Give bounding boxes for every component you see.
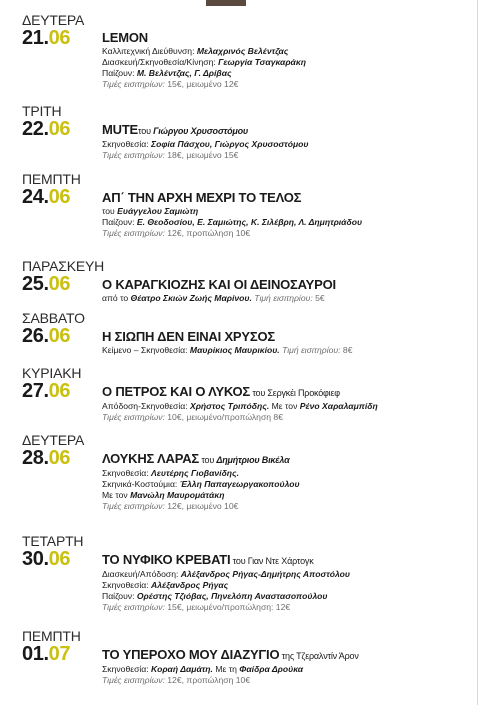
credit-value: Θέατρο Σκιών Ζωής Μαρίνου. xyxy=(130,293,252,303)
credit-value: Μανώλη Μαυρομάτάκη xyxy=(130,490,225,500)
event-title-text: Ο ΚΑΡΑΓΚΙΟΖΗΣ ΚΑΙ ΟΙ ΔΕΙΝΟΣΑΥΡΟΙ xyxy=(102,277,336,292)
event-day: ΠΕΜΠΤΗ xyxy=(22,171,81,187)
event-content xyxy=(102,30,472,90)
event-date-day: 27. xyxy=(22,380,49,402)
price-value: 10€, μειωμένο/προπώληση 8€ xyxy=(164,412,283,422)
event-date xyxy=(22,548,70,570)
event-date xyxy=(22,643,70,665)
event-title xyxy=(102,384,472,401)
credit-label: Σκηνικά-Κοστούμια: xyxy=(102,479,180,489)
price-value: 15€, μειωμένο 12€ xyxy=(164,79,239,89)
event-content xyxy=(102,190,472,239)
ticket-prices xyxy=(102,602,472,613)
price-label: Τιμές εισιτηρίων: xyxy=(102,412,165,422)
credit-line xyxy=(102,479,472,490)
price-label: Τιμές εισιτηρίων: xyxy=(102,602,165,612)
credit-value: Ε. Θεοδοσίου, Ε. Σαμιώτης, Κ. Σιλέβρη, Λ. Δημητριάδου xyxy=(136,217,363,227)
event-title xyxy=(102,30,472,46)
event-date-month: 06 xyxy=(48,27,71,49)
event-date-month: 06 xyxy=(48,186,71,208)
event-day: ΚΥΡΙΑΚΗ xyxy=(22,365,82,381)
ticket-prices xyxy=(102,150,472,161)
event-title xyxy=(102,451,472,468)
credit-line xyxy=(102,345,472,356)
credit-value: Ρένο Χαραλαμπίδη xyxy=(299,401,378,411)
ticket-prices xyxy=(102,412,472,423)
event-title-text: Η ΣΙΩΠΗ ΔΕΝ ΕΙΝΑΙ ΧΡΥΣΟΣ xyxy=(102,329,275,344)
event-title-text: ΤΟ ΝΥΦΙΚΟ ΚΡΕΒΑΤΙ xyxy=(102,552,231,567)
credit-line xyxy=(102,57,472,68)
event-title xyxy=(102,277,472,293)
credit-value: Αλέξανδρος Ρήγας-Δημήτρης Αποστόλου xyxy=(180,569,350,579)
price-label: Τιμή εισιτηρίου: xyxy=(279,345,341,355)
credit-value: Αλέξανδρος Ρήγας xyxy=(151,580,229,590)
credit-label: Παίζουν: xyxy=(102,68,137,78)
price-value: 18€, μειωμένο 15€ xyxy=(164,150,239,160)
credit-label: Με τη xyxy=(212,664,240,674)
event-content xyxy=(102,647,472,686)
credit-label: Σκηνοθεσία: xyxy=(102,139,152,149)
price-value: 5€ xyxy=(312,293,325,303)
credit-label: από το xyxy=(102,293,131,303)
credit-value: Φαίδρα Δρούκα xyxy=(239,664,304,674)
price-label: Τιμή εισιτηρίου: xyxy=(251,293,313,303)
event-content xyxy=(102,384,472,423)
event-date-day: 28. xyxy=(22,447,49,469)
event-date xyxy=(22,380,70,402)
event-day: ΔΕΥΤΕΡΑ xyxy=(22,432,85,448)
event-day: ΤΕΤΑΡΤΗ xyxy=(22,533,84,549)
event-title-author: Τζεραλντίν Άρον xyxy=(296,651,359,661)
event-content xyxy=(102,277,472,304)
credit-line xyxy=(102,68,472,79)
top-decoration xyxy=(0,0,478,6)
credit-value: Μελαχρινός Βελέντζας xyxy=(196,46,289,56)
event-title-author: Δημήτριου Βικέλα xyxy=(216,455,290,465)
credit-line xyxy=(102,664,472,675)
event-title xyxy=(102,190,472,206)
event-date xyxy=(22,447,70,469)
price-label: Τιμές εισιτηρίων: xyxy=(102,501,165,511)
credit-label: Με τον xyxy=(102,490,131,500)
event-date-month: 06 xyxy=(48,380,71,402)
event-title-text: Ο ΠΕΤΡΟΣ ΚΑΙ Ο ΛΥΚΟΣ xyxy=(102,384,251,399)
inline-price xyxy=(252,293,325,303)
credit-line xyxy=(102,401,472,412)
event-title-by: του xyxy=(250,388,268,398)
credit-line xyxy=(102,206,472,217)
credit-label: Σκηνοθεσία: xyxy=(102,468,152,478)
credit-label: Κείμενο – Σκηνοθεσία: xyxy=(102,345,190,355)
credit-value: Χρήστος Τριπόδης. xyxy=(189,401,270,411)
price-label: Τιμές εισιτηρίων: xyxy=(102,79,165,89)
event-title xyxy=(102,552,472,569)
event-title-by: του xyxy=(199,455,217,465)
event-date-month: 06 xyxy=(48,548,71,570)
event-date-month: 06 xyxy=(48,447,71,469)
event-title xyxy=(102,122,472,139)
event-content xyxy=(102,122,472,161)
credit-label: Παίζουν: xyxy=(102,217,137,227)
event-date-day: 30. xyxy=(22,548,49,570)
credit-value: Γεωργία Τσαγκαράκη xyxy=(218,57,307,67)
inline-price xyxy=(280,345,353,355)
event-title-by: της xyxy=(279,651,297,661)
credit-label: του xyxy=(102,206,118,216)
price-label: Τιμές εισιτηρίων: xyxy=(102,228,165,238)
credit-label: Σκηνοθεσία: xyxy=(102,664,152,674)
credit-value: Κοραή Δαμάτη. xyxy=(151,664,213,674)
event-date xyxy=(22,186,70,208)
event-title-by: του xyxy=(138,126,154,136)
event-title xyxy=(102,329,472,345)
ticket-prices xyxy=(102,79,472,90)
event-title-text: ΤΟ ΥΠΕΡΟΧΟ ΜΟΥ ΔΙΑΖΥΓΙΟ xyxy=(102,647,280,662)
credit-line xyxy=(102,591,472,602)
credit-line xyxy=(102,490,472,501)
event-day: ΠΕΜΠΤΗ xyxy=(22,628,81,644)
event-date-day: 01. xyxy=(22,643,49,665)
credit-line xyxy=(102,569,472,580)
credit-line xyxy=(102,139,472,150)
event-date xyxy=(22,118,70,140)
top-tab-marker xyxy=(206,0,246,6)
event-date-month: 06 xyxy=(48,325,71,347)
event-date-month: 06 xyxy=(48,118,71,140)
price-label: Τιμές εισιτηρίων: xyxy=(102,150,165,160)
credit-value: Ορέστης Τζιόβας, Πηνελόπη Αναστασοπούλου xyxy=(136,591,328,601)
event-date xyxy=(22,273,70,295)
price-value: 12€, μειωμένο 10€ xyxy=(164,501,239,511)
event-day: ΠΑΡΑΣΚΕΥΗ xyxy=(22,258,105,274)
credit-label: Σκηνοθεσία: xyxy=(102,580,152,590)
event-date-month: 06 xyxy=(48,273,71,295)
credit-value: Μαυρίκιος Μαυρικίου. xyxy=(189,345,280,355)
event-date-month: 07 xyxy=(48,643,71,665)
price-value: 12€, προπώληση 10€ xyxy=(164,675,251,685)
credit-label: Με τον xyxy=(269,401,300,411)
event-title-text: MUTE xyxy=(102,122,139,137)
event-content xyxy=(102,451,472,512)
credit-line xyxy=(102,580,472,591)
event-title-text: ΑΠ΄ ΤΗΝ ΑΡΧΗ ΜΕΧΡΙ ΤΟ ΤΕΛΟΣ xyxy=(102,190,302,205)
credit-value: Ευάγγελου Σαμιώτη xyxy=(117,206,199,216)
credit-label: Παίζουν: xyxy=(102,591,137,601)
event-date-day: 26. xyxy=(22,325,49,347)
credit-line xyxy=(102,46,472,57)
event-date-day: 24. xyxy=(22,186,49,208)
event-title-author: Γιώργου Χρυσοστόμου xyxy=(153,126,249,136)
event-date xyxy=(22,27,70,49)
credit-line xyxy=(102,217,472,228)
credit-value: Σοφία Πάσχου, Γιώργος Χρυσοστόμου xyxy=(151,139,309,149)
ticket-prices xyxy=(102,675,472,686)
event-content xyxy=(102,329,472,356)
event-title-author: Σεργκέι Προκόφιεφ xyxy=(267,388,340,398)
event-title-text: LEMON xyxy=(102,30,148,45)
event-day: ΔΕΥΤΕΡΑ xyxy=(22,12,85,28)
event-date-day: 25. xyxy=(22,273,49,295)
event-content xyxy=(102,552,472,613)
credit-value: Έλλη Παπαγεωργακοπούλου xyxy=(179,479,300,489)
credit-value: Λευτέρης Γιοβανίδης. xyxy=(151,468,240,478)
credit-label: Απόδοση-Σκηνοθεσία: xyxy=(102,401,190,411)
price-value: 8€ xyxy=(340,345,353,355)
event-title-by: του xyxy=(230,556,248,566)
credit-label: Διασκευή/Σκηνοθεσία/Κίνηση: xyxy=(102,57,219,67)
price-value: 12€, προπώληση 10€ xyxy=(164,228,251,238)
event-date-day: 21. xyxy=(22,27,49,49)
event-day: ΣΑΒΒΑΤΟ xyxy=(22,310,85,326)
event-title-author: Γιαν Ντε Χάρτογκ xyxy=(247,556,314,566)
price-value: 15€, μειωμένο/προπώληση: 12€ xyxy=(164,602,291,612)
event-title-text: ΛΟΥΚΗΣ ΛΑΡΑΣ xyxy=(102,451,200,466)
credit-value: Μ. Βελέντζας, Γ. Δρίβας xyxy=(136,68,232,78)
ticket-prices xyxy=(102,228,472,239)
credit-label: Καλλιτεχνική Διεύθυνση: xyxy=(102,46,197,56)
ticket-prices xyxy=(102,501,472,512)
event-date xyxy=(22,325,70,347)
event-day: ΤΡΙΤΗ xyxy=(22,103,62,119)
credit-line xyxy=(102,293,472,304)
credit-label: Διασκευή/Απόδοση: xyxy=(102,569,181,579)
event-date-day: 22. xyxy=(22,118,49,140)
credit-line xyxy=(102,468,472,479)
event-title xyxy=(102,647,472,664)
price-label: Τιμές εισιτηρίων: xyxy=(102,675,165,685)
